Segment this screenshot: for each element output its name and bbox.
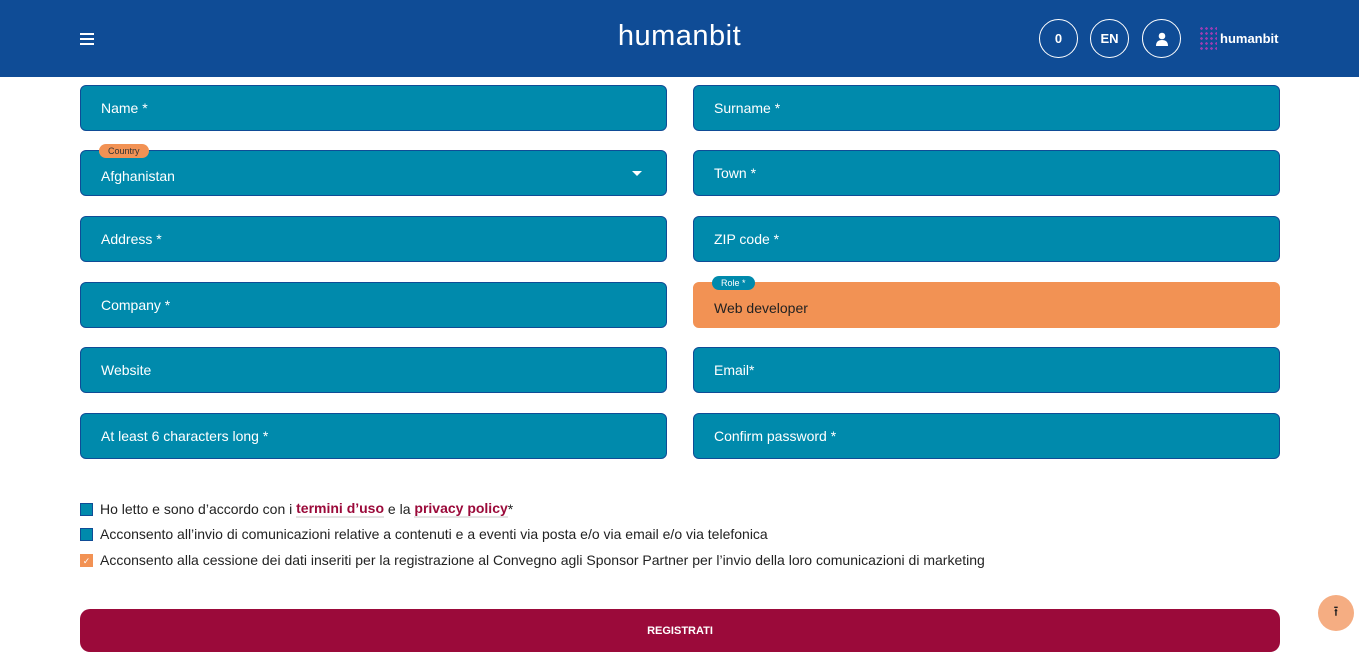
- country-select[interactable]: [80, 146, 667, 196]
- header: [0, 0, 1359, 77]
- communications-checkbox[interactable]: [80, 528, 93, 541]
- password-input[interactable]: At least 6 characters long *: [80, 413, 667, 459]
- name-input[interactable]: Name *: [80, 85, 667, 131]
- consent-text: Ho letto e sono d’accordo con i: [100, 501, 293, 517]
- terms-consent: [80, 500, 513, 518]
- website-input[interactable]: Website: [80, 347, 667, 393]
- partner-logo: [1199, 26, 1279, 50]
- user-button[interactable]: [1142, 19, 1181, 58]
- role-label: Role *: [712, 276, 755, 290]
- arrow-up-icon: ⭱: [1333, 603, 1339, 619]
- zip-input[interactable]: ZIP code *: [693, 216, 1280, 262]
- consent-text: Acconsento all’invio di comunicazioni relative a contenuti e a eventi via posta e/o via email e/o via telefonica: [100, 526, 768, 542]
- town-input[interactable]: Town *: [693, 150, 1280, 196]
- terms-link[interactable]: termini d’uso: [296, 500, 385, 516]
- consent-text: e la: [387, 501, 411, 517]
- privacy-link[interactable]: privacy policy: [414, 500, 508, 516]
- role-value: Web developer: [714, 300, 808, 316]
- chevron-down-icon: [632, 171, 642, 176]
- address-input[interactable]: Address *: [80, 216, 667, 262]
- scroll-to-top-button[interactable]: [1318, 595, 1354, 631]
- company-input[interactable]: Company *: [80, 282, 667, 328]
- user-icon: [1155, 32, 1169, 46]
- confirm-password-input[interactable]: Confirm password *: [693, 413, 1280, 459]
- surname-input[interactable]: Surname *: [693, 85, 1280, 131]
- sponsor-checkbox[interactable]: ✓: [80, 554, 93, 567]
- register-button[interactable]: REGISTRATI: [80, 609, 1280, 652]
- consent-text: Acconsento alla cessione dei dati inseriti per la registrazione al Convegno agli Sponsor Partner per l’invio della loro comunicazioni di marketing: [100, 552, 985, 568]
- logo-text: humanbit: [1220, 30, 1279, 46]
- country-value: Afghanistan: [101, 168, 175, 184]
- role-input[interactable]: [693, 278, 1280, 328]
- terms-checkbox[interactable]: [80, 503, 93, 516]
- logo-dots-icon: [1199, 26, 1217, 50]
- brand-title: humanbit: [617, 20, 742, 52]
- language-button[interactable]: EN: [1090, 19, 1129, 58]
- required-mark: *: [507, 501, 514, 517]
- cart-count-button[interactable]: 0: [1039, 19, 1078, 58]
- country-label: Country: [99, 144, 149, 158]
- communications-consent: [80, 526, 768, 542]
- sponsor-consent: [80, 552, 985, 568]
- email-input[interactable]: Email*: [693, 347, 1280, 393]
